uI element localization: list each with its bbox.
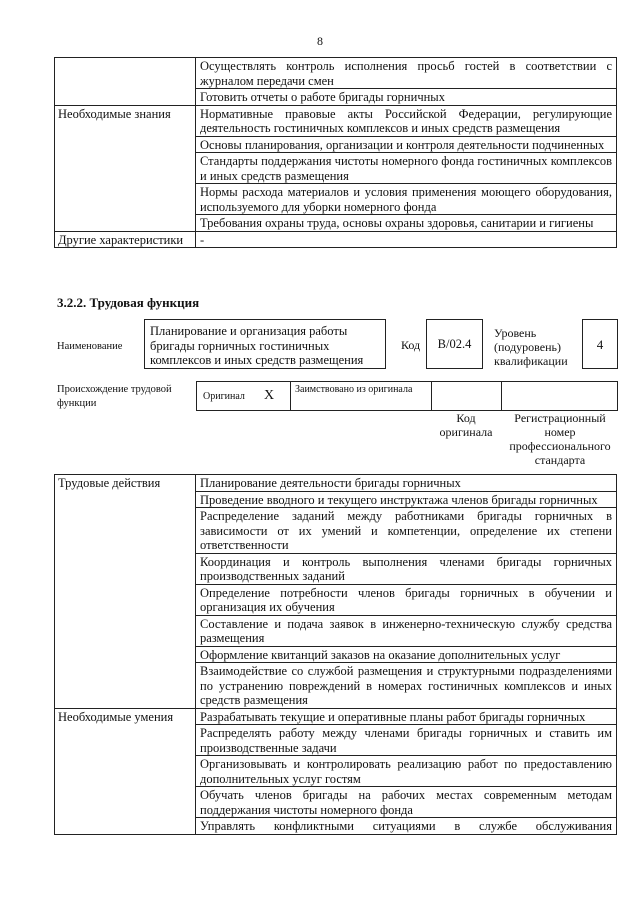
page-number: 8 [317, 34, 323, 48]
original-label: Оригинал [203, 391, 245, 402]
table-cell: Основы планирования, организации и контроля деятельности подчиненных [196, 136, 617, 153]
origin-box [196, 381, 618, 411]
row-label: Другие характеристики [55, 231, 196, 248]
name-box [144, 319, 386, 369]
table-cell: Осуществлять контроль исполнения просьб гостей в соответствии с журналом передачи смен [196, 58, 617, 89]
row-label: Трудовые действия [55, 475, 196, 709]
table-cell: Обучать членов бригады на рабочих местах современным методам поддержания чистоты номерного фонда [196, 787, 617, 818]
table-cell: Управлять конфликтными ситуациями в службе обслуживания [196, 818, 617, 835]
section-title: 3.2.2. Трудовая функция [57, 295, 200, 310]
function-code: B/02.4 [437, 337, 472, 351]
table-cell: Организовывать и контролировать реализацию работ по предоставлению дополнительных услуг гостям [196, 756, 617, 787]
reg-number-caption: Регистрационный номер профессионального стандарта [509, 411, 611, 467]
origin-label: Происхождение трудовой функции [57, 384, 172, 409]
table-cell: Нормативные правовые акты Российской Федерации, регулирующие деятельность гостиничных комплексов и иных средств размещения [196, 105, 617, 136]
code-label: Код [401, 338, 421, 352]
table-cell: Нормы расхода материалов и условия применения моющего оборудования, используемого для уборки номерного фонда [196, 184, 617, 215]
borrowed-label: Заимствовано из оригинала [295, 384, 413, 395]
main-table [54, 474, 617, 835]
table-cell: Определение потребности членов бригады горничных в обучении и организация их обучения [196, 584, 617, 615]
original-mark: X [264, 388, 275, 403]
level-label: Уровень (подуровень) квалификации [494, 326, 568, 368]
row-label: Необходимые знания [55, 105, 196, 231]
table-cell: Координация и контроль выполнения членами бригады горничных производственных заданий [196, 553, 617, 584]
level-value: 4 [596, 337, 604, 352]
divider [431, 382, 432, 410]
row-label: Необходимые умения [55, 708, 196, 834]
table-cell: Готовить отчеты о работе бригады горничных [196, 89, 617, 106]
table-cell: Распределение заданий между работниками бригады горничных в зависимости от их умений и компетенции, определение их степени ответственности [196, 508, 617, 554]
table-cell: Требования охраны труда, основы охраны здоровья, санитарии и гигиены [196, 215, 617, 232]
table-cell: Оформление квитанций заказов на оказание дополнительных услуг [196, 646, 617, 663]
table-cell: Взаимодействие со службой размещения и структурными подразделениями по устранению повреждений в номерах гостиничных комплексов и иных средств размещения [196, 663, 617, 709]
level-box [582, 319, 618, 369]
table-cell: Распределять работу между членами бригады горничных и ставить им производственные задачи [196, 725, 617, 756]
table-cell: Разрабатывать текущие и оперативные планы работ бригады горничных [196, 708, 617, 725]
code-original-caption: Код оригинала [439, 411, 493, 439]
table-cell: - [196, 231, 617, 248]
function-name: Планирование и организация работы бригады горничных гостиничных комплексов и иных средств размещения [150, 324, 364, 367]
top-table [54, 57, 617, 248]
code-box [426, 319, 483, 369]
table-cell: Составление и подача заявок в инженерно-техническую службу средства размещения [196, 615, 617, 646]
table-cell: Планирование деятельности бригады горничных [196, 475, 617, 492]
divider [501, 382, 502, 410]
name-label: Наименование [57, 341, 123, 352]
table-cell: Стандарты поддержания чистоты номерного фонда гостиничных комплексов и иных средств размещения [196, 153, 617, 184]
divider [290, 382, 291, 410]
table-cell: Проведение вводного и текущего инструктажа членов бригады горничных [196, 491, 617, 508]
row-label [55, 58, 196, 106]
